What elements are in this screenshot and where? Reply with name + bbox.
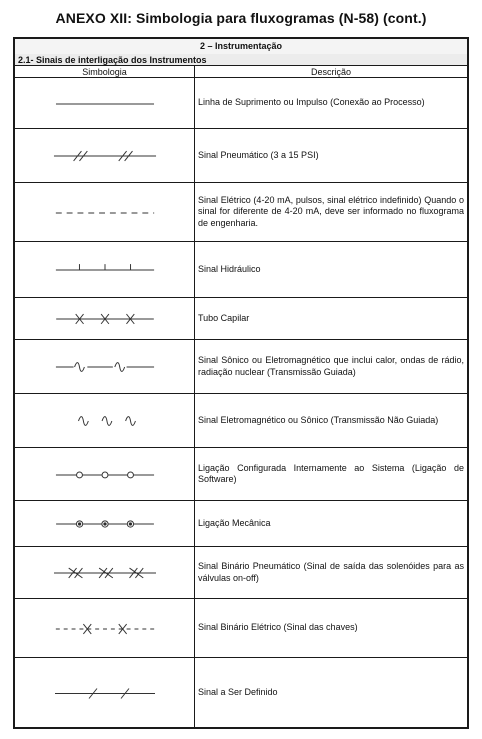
table-row: [15, 658, 467, 727]
row-description: Tubo Capilar: [198, 312, 250, 323]
row-description: Sinal Sônico ou Eletromagnético que inclui calor, ondas de rádio, radiação nuclear (Transmissão Guiada): [198, 355, 464, 377]
hydraulic-signal-symbol: [15, 242, 195, 297]
electric-signal-drawing: [15, 183, 195, 241]
row-description: Sinal Pneumático (3 a 15 PSI): [198, 149, 319, 160]
table-row: [15, 129, 467, 183]
undefined-signal-symbol: [15, 658, 195, 727]
row-description: Sinal Binário Pneumático (Sinal de saída das solenóides para as válvulas on-off): [198, 561, 464, 583]
row-description: Linha de Suprimento ou Impulso (Conexão ao Processo): [198, 97, 425, 108]
row-description: Sinal a Ser Definido: [198, 686, 278, 697]
hydraulic-signal-drawing: [15, 242, 195, 297]
sonic-guided-signal-symbol: [15, 340, 195, 393]
row-description: Ligação Mecânica: [198, 517, 271, 528]
page-title: ANEXO XII: Simbologia para fluxogramas (N-58) (cont.): [55, 10, 427, 26]
table-row: [15, 183, 467, 242]
mechanical-link-symbol: [15, 501, 195, 546]
subsection-header: 2.1- Sinais de interligação dos Instrumentos: [15, 54, 467, 66]
table-row: [15, 394, 467, 448]
pneumatic-signal-drawing: [15, 129, 195, 182]
table-row: [15, 599, 467, 658]
table-row: [15, 340, 467, 394]
sonic-guided-signal-drawing: [15, 340, 195, 393]
software-link-symbol: [15, 448, 195, 500]
symbology-table: [13, 37, 469, 729]
table-row: [15, 448, 467, 501]
software-link-drawing: [15, 448, 195, 500]
table-row: [15, 242, 467, 298]
section-header: 2 – Instrumentação: [15, 39, 467, 55]
binary-pneumatic-signal-drawing: [15, 547, 195, 598]
binary-electric-signal-drawing: [15, 599, 195, 657]
row-description: Sinal Hidráulico: [198, 263, 261, 274]
undefined-signal-drawing: [15, 658, 195, 727]
column-header-description: Descrição: [195, 66, 467, 78]
supply-line-symbol: [15, 78, 195, 128]
binary-electric-signal-symbol: [15, 599, 195, 657]
sonic-unguided-signal-drawing: [15, 394, 195, 447]
electric-signal-symbol: [15, 183, 195, 241]
sonic-unguided-signal-symbol: [15, 394, 195, 447]
column-header-symbol: Simbologia: [15, 66, 195, 78]
binary-pneumatic-signal-symbol: [15, 547, 195, 598]
table-row: [15, 298, 467, 340]
table-row: [15, 547, 467, 599]
mechanical-link-drawing: [15, 501, 195, 546]
capillary-tube-symbol: [15, 298, 195, 339]
table-row: [15, 78, 467, 129]
row-description: Sinal Binário Elétrico (Sinal das chaves): [198, 622, 358, 633]
supply-line-drawing: [15, 78, 195, 128]
row-description: Sinal Elétrico (4-20 mA, pulsos, sinal elétrico indefinido) Quando o sinal for diferente de 4-20 mA, deve ser informado no fluxograma de engenharia.: [198, 194, 464, 228]
row-description: Sinal Eletromagnético ou Sônico (Transmissão Não Guiada): [198, 414, 439, 425]
row-description: Ligação Configurada Internamente ao Sistema (Ligação de Software): [198, 462, 464, 484]
pneumatic-signal-symbol: [15, 129, 195, 182]
capillary-tube-drawing: [15, 298, 195, 339]
table-row: [15, 501, 467, 547]
